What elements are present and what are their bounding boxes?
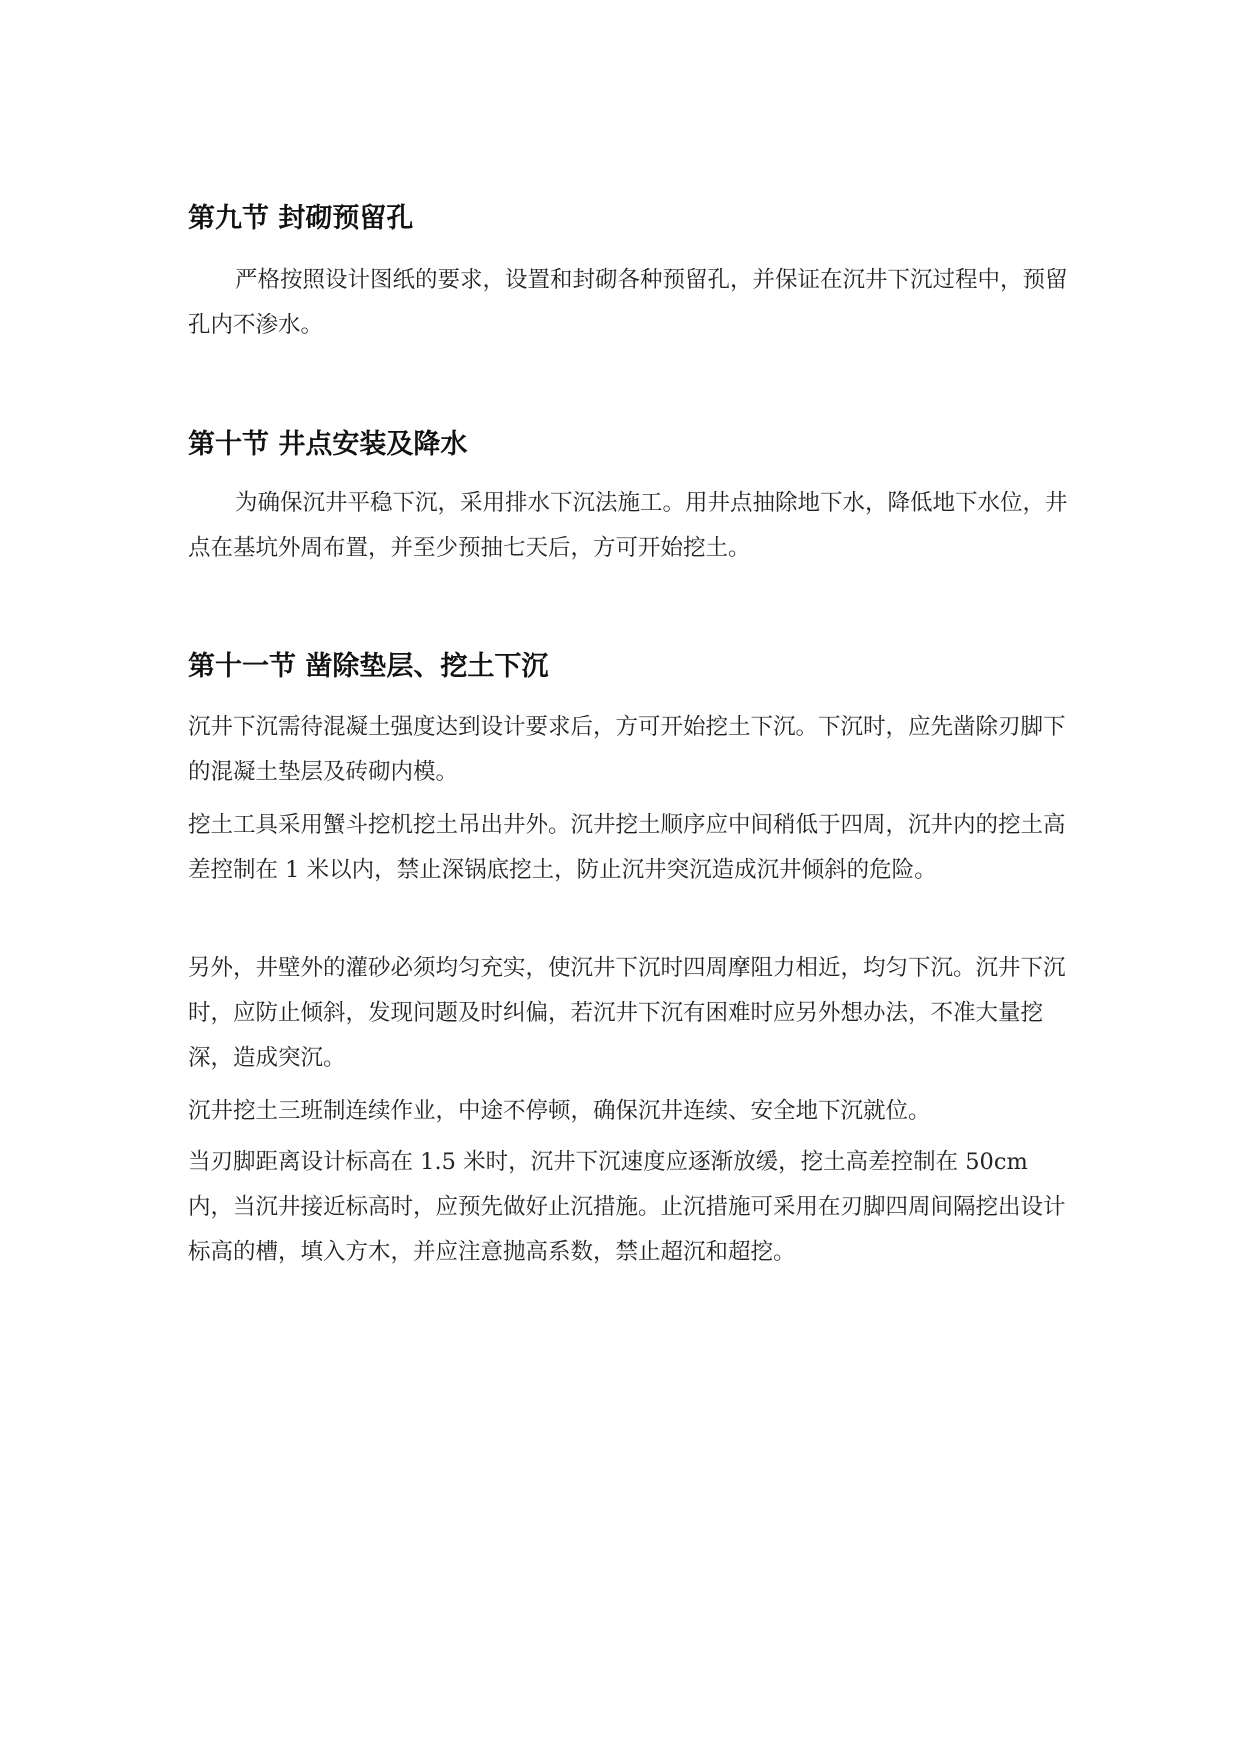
section-9-paragraph: 严格按照设计图纸的要求，设置和封砌各种预留孔，并保证在沉井下沉过程中，预留孔内不渗水。	[188, 267, 1068, 338]
section-10-paragraph: 为确保沉井平稳下沉，采用排水下沉法施工。用井点抽除地下水，降低地下水位，井点在基坑外周布置，并至少预抽七天后，方可开始挖土。	[188, 490, 1068, 561]
section-11-paragraph-2: 挖土工具采用蟹斗挖机挖土吊出井外。沉井挖土顺序应中间稍低于四周，沉井内的挖土高差控制在 1 米以内，禁止深锅底挖土，防止沉井突沉造成沉井倾斜的危险。	[188, 812, 1066, 883]
section-heading-11: 第十一节 凿除垫层、挖土下沉	[188, 651, 549, 682]
section-heading-10: 第十节 井点安装及降水	[188, 429, 468, 460]
section-11-paragraph-1: 沉井下沉需待混凝土强度达到设计要求后，方可开始挖土下沉。下沉时，应先凿除刃脚下的混凝土垫层及砖砌内模。	[188, 714, 1066, 785]
section-11-paragraph-5: 当刃脚距离设计标高在 1.5 米时，沉井下沉速度应逐渐放缓，挖土高差控制在 50cm 内，当沉井接近标高时，应预先做好止沉措施。止沉措施可采用在刃脚四周间隔挖出设计标高的槽，填入方木，并应注意抛高系数，禁止超沉和超挖。	[188, 1149, 1066, 1265]
section-11-paragraph-4: 沉井挖土三班制连续作业，中途不停顿，确保沉井连续、安全地下沉就位。	[188, 1098, 931, 1124]
section-heading-9: 第九节 封砌预留孔	[188, 203, 414, 234]
section-11-paragraph-3: 另外，井壁外的灌砂必须均匀充实，使沉井下沉时四周摩阻力相近，均匀下沉。沉井下沉时，应防止倾斜，发现问题及时纠偏，若沉井下沉有困难时应另外想办法，不准大量挖深，造成突沉。	[188, 955, 1066, 1071]
